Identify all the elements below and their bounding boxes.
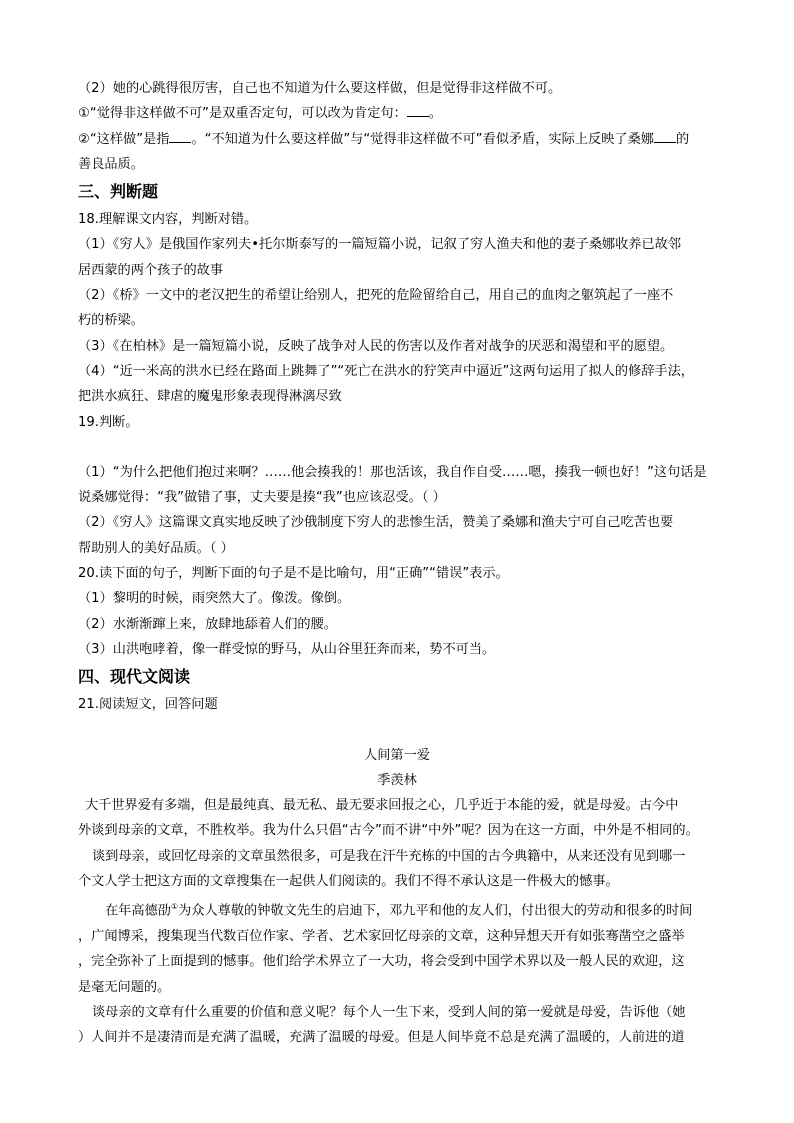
subq-b-mid: 。“不知道为什么要这样做”与“觉得非这样做不可”看似矛盾，实际上反映了桑娜: [191, 131, 654, 147]
q18-item-line: （1）《穷人》是俄国作家列夫•托尔斯泰写的一篇短篇小说，记叙了穷人渔夫和他的妻子桑娜收养已故邻: [78, 237, 682, 253]
article-paragraph-line: 个文人学士把这方面的文章搜集在一起供人们阅读的。我们不得不承认这是一件极大的憾事。: [78, 874, 619, 890]
q19-item-line: 帮助别人的美好品质。（ ）: [78, 540, 234, 556]
article-paragraph-line: ，广闻博采，搜集现当代数百位作家、学者、艺术家回忆母亲的文章，这种异想天开有如张骞凿空之盛举: [78, 929, 685, 944]
article-paragraph-line: [78, 894, 716, 924]
article-paragraph-line: 谈母亲的文章有什么重要的价值和意义呢？每个人一生下来，受到人间的第一爱就是母爱，告诉他（她: [92, 1004, 686, 1020]
answer-blank: [654, 130, 676, 143]
article-paragraph-line: 是毫无问题的。: [78, 979, 171, 995]
section-heading-reading: 四、现代文阅读: [78, 667, 191, 687]
q20-item-line: （3）山洪咆哮着，像一群受惊的野马，从山谷里狂奔而来，势不可当。: [78, 641, 496, 657]
subq-a-end: 。: [428, 106, 442, 122]
q17-part2-subq-a: [78, 101, 716, 126]
spacer: [78, 718, 716, 743]
q19-item-line: （2）《穷人》这篇课文真实地反映了沙俄制度下穷人的悲惨生活，赞美了桑娜和渔夫宁可自己吃苦也要: [78, 515, 674, 531]
article-paragraph-line: 外谈到母亲的文章，不胜枚举。我为什么只倡“古今”而不讲“中外”呢？因为在这一方面，中外是不相同的。: [78, 823, 699, 839]
q18-item-line: 朽的桥梁。: [78, 313, 144, 329]
subq-a-text: ①“觉得非这样做不可”是双重否定句，可以改为肯定句：: [78, 106, 407, 122]
article-author: 季羡林: [377, 772, 417, 788]
article-paragraph-line: 大千世界爱有多端，但是最纯真、最无私、最无要求回报之心，几乎近于本能的爱，就是母爱。古今中: [85, 798, 679, 814]
q19-stem: 19.判断。: [78, 414, 139, 430]
q18-item-line: （4）“近一米高的洪水已经在路面上跳舞了”“死亡在洪水的狞笑声中逼近”这两句运用了拟人的修辞手法，: [78, 363, 694, 379]
q17-part2-subq-b-line1: [78, 127, 716, 152]
q17-part2-subq-b-line2: 善良品质。: [78, 156, 144, 172]
q21-stem: 21.阅读短文，回答问题: [78, 697, 218, 713]
spacer: [78, 435, 716, 460]
q18-item-line: （3）《在柏林》是一篇短篇小说，反映了战争对人民的伤害以及作者对战争的厌恶和渴望和平的愿望。: [78, 338, 674, 354]
q19-item-line: （1）“为什么把他们抱过来啊？……他会揍我的！那也活该，我自作自受……嗯，揍我一顿也好！”这句话是: [78, 464, 707, 480]
article-paragraph-line: ）人间并不是凄清而是充满了温暖，充满了温暖的母爱。但是人间毕竟不总是充满了温暖的，人前进的道: [78, 1030, 685, 1046]
q19-item-line: 说桑娜觉得：“我”做错了事，丈夫要是揍“我”也应该忍受。（ ）: [78, 490, 446, 506]
article-paragraph-line: ，完全弥补了上面提到的憾事。他们给学术界立了一大功，将会受到中国学术界以及一般人民的欢迎，这: [78, 954, 685, 970]
q17-part2-intro: （2）她的心跳得很厉害，自己也不知道为什么要这样做，但是觉得非这样做不可。: [78, 81, 562, 96]
answer-blank: [407, 104, 429, 117]
subq-b-pre: ②“这样做”是指: [78, 131, 170, 147]
article-paragraph-line: 谈到母亲，或回忆母亲的文章虽然很多，可是我在汗牛充栋的中国的古今典籍中，从来还没有见到哪一: [92, 848, 686, 864]
q18-item-line: 把洪水疯狂、肆虐的魔鬼形象表现得淋漓尽致: [78, 389, 342, 405]
section-heading-judgement: 三、判断题: [78, 182, 159, 202]
p3-pre: 在年高德劭: [105, 903, 171, 919]
q20-stem: 20.读下面的句子，判断下面的句子是不是比喻句，用“正确”“错误”表示。: [78, 566, 509, 582]
q20-item-line: （1）黎明的时候，雨突然大了。像泼。像倒。: [78, 591, 351, 607]
q18-item-line: 居西蒙的两个孩子的故事: [78, 262, 224, 278]
article-title: 人间第一爱: [364, 747, 430, 763]
footnote-marker: ①: [170, 902, 179, 912]
answer-blank: [169, 130, 191, 143]
p3-post: 为众人尊敬的钟敬文先生的启迪下，邓九平和他的友人们，付出很大的劳动和很多的时间: [178, 903, 693, 919]
subq-b-end: 的: [675, 131, 690, 147]
q20-item-line: （2）水渐渐蹿上来，放肆地舔着人们的腰。: [78, 616, 337, 632]
q18-stem: 18.理解课文内容，判断对错。: [78, 212, 258, 228]
q18-item-line: （2）《桥》一文中的老汉把生的希望让给别人，把死的危险留给自己，用自己的血肉之躯筑起了一座不: [78, 288, 674, 304]
